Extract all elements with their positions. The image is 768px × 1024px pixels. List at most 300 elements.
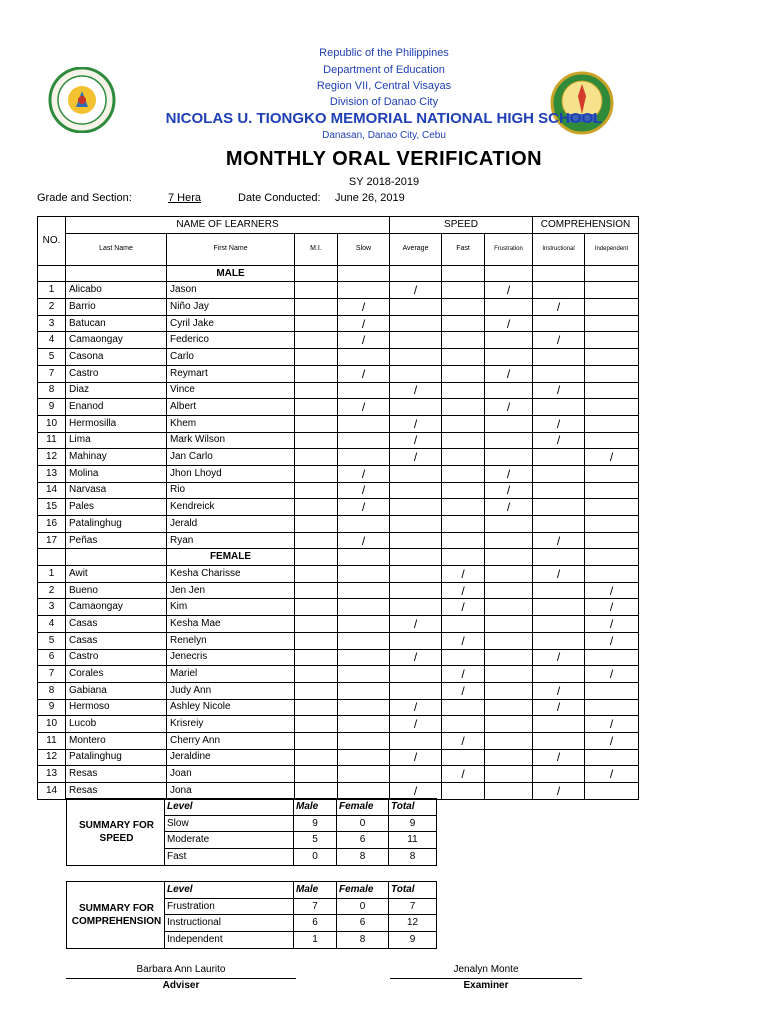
mark-slow [338, 516, 390, 533]
mark-ind: / [585, 616, 639, 633]
learner-last-name: Awit [66, 566, 167, 583]
summary-female: 0 [337, 815, 389, 832]
mark-inst: / [533, 532, 585, 549]
mark-slow [338, 349, 390, 366]
empty-cell [390, 265, 442, 282]
learner-number: 9 [38, 699, 66, 716]
mark-average [390, 566, 442, 583]
mark-inst [533, 766, 585, 783]
mark-average [390, 399, 442, 416]
learner-mi [295, 382, 338, 399]
table-row [38, 349, 639, 366]
mark-inst: / [533, 682, 585, 699]
mark-average [390, 299, 442, 316]
mark-inst [533, 315, 585, 332]
mark-ind [585, 349, 639, 366]
mark-inst: / [533, 382, 585, 399]
summary-male: 5 [294, 832, 337, 849]
mark-average [390, 599, 442, 616]
header-frustration: Frustration [485, 233, 533, 265]
mark-ind [585, 783, 639, 800]
learner-number: 10 [38, 716, 66, 733]
examiner-name: Jenalyn Monte [453, 964, 519, 975]
mark-ind [585, 649, 639, 666]
header-region: Region VII, Central Visayas [316, 80, 452, 92]
mark-ind: / [585, 766, 639, 783]
mark-fast [442, 299, 485, 316]
mark-average [390, 516, 442, 533]
male-section-label: MALE [167, 265, 295, 282]
header-instructional: Instructional [533, 233, 585, 265]
mark-ind [585, 299, 639, 316]
learner-number: 5 [38, 632, 66, 649]
mark-inst [533, 599, 585, 616]
summary-male: 0 [294, 849, 337, 866]
learner-last-name: Mahinay [66, 449, 167, 466]
empty-cell [485, 549, 533, 566]
mark-average [390, 666, 442, 683]
mark-frus: / [485, 499, 533, 516]
header-name-of-learners: NAME OF LEARNERS [66, 217, 390, 234]
summary-female: 8 [337, 849, 389, 866]
mark-frus: / [485, 465, 533, 482]
summary-comprehension-table [66, 881, 437, 949]
mark-ind [585, 532, 639, 549]
mark-fast [442, 716, 485, 733]
summary-speed-table [66, 798, 437, 866]
mark-average: / [390, 716, 442, 733]
mark-average [390, 332, 442, 349]
learner-first-name: Judy Ann [167, 682, 295, 699]
mark-fast [442, 282, 485, 299]
mark-slow [338, 766, 390, 783]
mark-fast [442, 699, 485, 716]
learners-table [37, 216, 639, 800]
school-name: NICOLAS U. TIONGKO MEMORIAL NATIONAL HIGH SCHOOL [165, 110, 603, 127]
mark-ind: / [585, 666, 639, 683]
learner-last-name: Corales [66, 666, 167, 683]
learner-number: 6 [38, 649, 66, 666]
learner-number: 4 [38, 616, 66, 633]
learner-mi [295, 399, 338, 416]
mark-slow: / [338, 465, 390, 482]
mark-average [390, 766, 442, 783]
learner-first-name: Khem [167, 415, 295, 432]
learner-last-name: Narvasa [66, 482, 167, 499]
mark-fast [442, 749, 485, 766]
learner-mi [295, 299, 338, 316]
learner-last-name: Bueno [66, 582, 167, 599]
learner-number: 13 [38, 465, 66, 482]
mark-ind: / [585, 716, 639, 733]
learner-last-name: Casas [66, 616, 167, 633]
mark-inst [533, 399, 585, 416]
learner-last-name: Resas [66, 766, 167, 783]
mark-ind [585, 332, 639, 349]
mark-inst [533, 632, 585, 649]
mark-slow [338, 716, 390, 733]
summary-total: 9 [389, 932, 437, 949]
mark-slow [338, 415, 390, 432]
learner-first-name: Kesha Mae [167, 616, 295, 633]
mark-frus [485, 783, 533, 800]
mark-frus: / [485, 482, 533, 499]
adviser-signature-line [66, 978, 296, 979]
mark-fast [442, 365, 485, 382]
mark-inst [533, 732, 585, 749]
empty-cell [66, 265, 167, 282]
learner-number: 1 [38, 566, 66, 583]
learner-mi [295, 415, 338, 432]
mark-slow: / [338, 532, 390, 549]
mark-fast [442, 382, 485, 399]
mark-slow [338, 566, 390, 583]
mark-fast: / [442, 732, 485, 749]
mark-fast [442, 399, 485, 416]
header-first-name: First Name [167, 233, 295, 265]
mark-fast [442, 332, 485, 349]
mark-average: / [390, 282, 442, 299]
mark-slow [338, 632, 390, 649]
mark-inst: / [533, 415, 585, 432]
table-row [38, 415, 639, 432]
summary-total: 12 [389, 915, 437, 932]
learner-first-name: Jan Carlo [167, 449, 295, 466]
table-row [38, 666, 639, 683]
header-fast: Fast [442, 233, 485, 265]
learner-number: 4 [38, 332, 66, 349]
mark-ind: / [585, 582, 639, 599]
learner-last-name: Batucan [66, 315, 167, 332]
mark-average [390, 682, 442, 699]
empty-cell [533, 549, 585, 566]
mark-average [390, 465, 442, 482]
mark-slow: / [338, 299, 390, 316]
empty-cell [585, 549, 639, 566]
summary-header-male: Male [294, 799, 337, 816]
summary-level: Fast [165, 849, 294, 866]
learner-mi [295, 282, 338, 299]
mark-slow [338, 382, 390, 399]
mark-fast [442, 432, 485, 449]
mark-average [390, 349, 442, 366]
mark-frus [485, 415, 533, 432]
learner-mi [295, 749, 338, 766]
table-row [38, 532, 639, 549]
mark-frus [485, 332, 533, 349]
learner-first-name: Jhon Lhoyd [167, 465, 295, 482]
mark-frus [485, 299, 533, 316]
school-year: SY 2018-2019 [348, 176, 420, 188]
mark-ind: / [585, 732, 639, 749]
mark-ind [585, 499, 639, 516]
date-conducted-value: June 26, 2019 [335, 192, 405, 204]
learner-mi [295, 716, 338, 733]
learner-number: 2 [38, 582, 66, 599]
mark-fast: / [442, 599, 485, 616]
grade-section-value: 7 Hera [168, 192, 202, 204]
adviser-role: Adviser [162, 980, 200, 991]
learner-first-name: Jeraldine [167, 749, 295, 766]
table-row [38, 699, 639, 716]
header-deped: Department of Education [323, 64, 445, 76]
learner-mi [295, 332, 338, 349]
table-row [38, 449, 639, 466]
summary-header-female: Female [337, 882, 389, 899]
mark-average: / [390, 749, 442, 766]
table-row [38, 432, 639, 449]
learner-first-name: Ashley Nicole [167, 699, 295, 716]
mark-slow: / [338, 399, 390, 416]
mark-slow: / [338, 482, 390, 499]
learner-mi [295, 616, 338, 633]
mark-fast [442, 783, 485, 800]
empty-cell [295, 265, 338, 282]
mark-fast [442, 499, 485, 516]
mark-average [390, 632, 442, 649]
learner-last-name: Patalinghug [66, 516, 167, 533]
mark-fast: / [442, 666, 485, 683]
mark-ind [585, 315, 639, 332]
summary-level: Frustration [165, 898, 294, 915]
table-row [38, 599, 639, 616]
mark-fast [442, 482, 485, 499]
learner-last-name: Castro [66, 365, 167, 382]
table-row [38, 332, 639, 349]
mark-slow [338, 666, 390, 683]
mark-slow [338, 783, 390, 800]
mark-frus [485, 349, 533, 366]
learner-mi [295, 532, 338, 549]
learner-number: 12 [38, 449, 66, 466]
learner-number: 1 [38, 282, 66, 299]
mark-inst: / [533, 783, 585, 800]
learner-last-name: Resas [66, 783, 167, 800]
learner-number: 2 [38, 299, 66, 316]
summary-female: 0 [337, 898, 389, 915]
mark-frus [485, 699, 533, 716]
learner-number: 11 [38, 432, 66, 449]
mark-fast: / [442, 566, 485, 583]
examiner-role: Examiner [463, 980, 509, 991]
learner-mi [295, 766, 338, 783]
summary-male: 7 [294, 898, 337, 915]
table-row [38, 766, 639, 783]
table-row [38, 566, 639, 583]
summary-header-row [67, 799, 437, 816]
summary-label: SUMMARY FOR COMPREHENSION [67, 882, 165, 949]
summary-female: 8 [337, 932, 389, 949]
learner-last-name: Hermoso [66, 699, 167, 716]
learner-mi [295, 449, 338, 466]
empty-cell [442, 549, 485, 566]
mark-average: / [390, 449, 442, 466]
summary-male: 1 [294, 932, 337, 949]
header-speed: SPEED [390, 217, 533, 234]
mark-inst [533, 465, 585, 482]
learner-number: 15 [38, 499, 66, 516]
learner-first-name: Kendreick [167, 499, 295, 516]
page-title: MONTHLY ORAL VERIFICATION [225, 148, 543, 170]
learner-first-name: Mark Wilson [167, 432, 295, 449]
learner-mi [295, 315, 338, 332]
learner-first-name: Jason [167, 282, 295, 299]
header-division: Division of Danao City [329, 96, 439, 108]
mark-slow [338, 699, 390, 716]
mark-average [390, 499, 442, 516]
learner-last-name: Camaongay [66, 599, 167, 616]
mark-ind: / [585, 632, 639, 649]
mark-inst: / [533, 566, 585, 583]
learner-mi [295, 699, 338, 716]
header-comprehension: COMPREHENSION [533, 217, 639, 234]
learner-mi [295, 599, 338, 616]
mark-inst [533, 616, 585, 633]
header-independent: Independent [585, 233, 639, 265]
mark-fast [442, 532, 485, 549]
mark-frus [485, 632, 533, 649]
mark-ind [585, 365, 639, 382]
mark-frus [485, 732, 533, 749]
date-conducted-label: Date Conducted: [238, 192, 321, 204]
table-row [38, 616, 639, 633]
table-row [38, 783, 639, 800]
summary-total: 7 [389, 898, 437, 915]
mark-inst [533, 716, 585, 733]
mark-fast [442, 516, 485, 533]
empty-cell [338, 549, 390, 566]
learner-number: 5 [38, 349, 66, 366]
mark-average: / [390, 616, 442, 633]
table-row [38, 649, 639, 666]
learner-first-name: Federico [167, 332, 295, 349]
summary-level: Moderate [165, 832, 294, 849]
empty-cell [585, 265, 639, 282]
table-row [38, 482, 639, 499]
learner-mi [295, 632, 338, 649]
summary-male: 6 [294, 915, 337, 932]
mark-inst [533, 499, 585, 516]
school-address: Danasan, Danao City, Cebu [322, 130, 446, 141]
learner-last-name: Enanod [66, 399, 167, 416]
learner-number: 3 [38, 315, 66, 332]
table-row [38, 716, 639, 733]
mark-frus [485, 649, 533, 666]
mark-inst: / [533, 332, 585, 349]
learner-number: 11 [38, 732, 66, 749]
grade-section-label: Grade and Section: [37, 192, 132, 204]
mark-frus [485, 616, 533, 633]
mark-average [390, 732, 442, 749]
mark-ind [585, 415, 639, 432]
learner-last-name: Lima [66, 432, 167, 449]
header-last-name: Last Name [66, 233, 167, 265]
learner-last-name: Pales [66, 499, 167, 516]
learner-mi [295, 349, 338, 366]
summary-total: 8 [389, 849, 437, 866]
mark-average: / [390, 783, 442, 800]
learner-first-name: Reymart [167, 365, 295, 382]
summary-total: 9 [389, 815, 437, 832]
learner-number: 7 [38, 365, 66, 382]
learner-number: 8 [38, 382, 66, 399]
mark-frus [485, 516, 533, 533]
mark-average: / [390, 382, 442, 399]
mark-fast [442, 349, 485, 366]
learner-last-name: Hermosilla [66, 415, 167, 432]
learner-first-name: Jerald [167, 516, 295, 533]
learner-first-name: Ryan [167, 532, 295, 549]
mark-ind [585, 682, 639, 699]
summary-level: Instructional [165, 915, 294, 932]
summary-header-female: Female [337, 799, 389, 816]
learner-first-name: Joan [167, 766, 295, 783]
mark-slow [338, 749, 390, 766]
mark-inst: / [533, 749, 585, 766]
empty-cell [390, 549, 442, 566]
learner-number: 14 [38, 783, 66, 800]
table-row [38, 516, 639, 533]
learner-last-name: Casas [66, 632, 167, 649]
learner-mi [295, 482, 338, 499]
table-row [38, 499, 639, 516]
female-section-label-row [38, 549, 639, 566]
mark-slow [338, 282, 390, 299]
mark-inst [533, 666, 585, 683]
mark-ind [585, 282, 639, 299]
mark-frus: / [485, 365, 533, 382]
mark-average [390, 532, 442, 549]
learner-last-name: Molina [66, 465, 167, 482]
mark-inst [533, 482, 585, 499]
mark-ind [585, 566, 639, 583]
learner-last-name: Peñas [66, 532, 167, 549]
learner-first-name: Kesha Charisse [167, 566, 295, 583]
mark-frus: / [485, 282, 533, 299]
summary-level: Independent [165, 932, 294, 949]
mark-inst: / [533, 699, 585, 716]
learner-first-name: Rio [167, 482, 295, 499]
learner-first-name: Kim [167, 599, 295, 616]
mark-inst: / [533, 299, 585, 316]
summary-total: 11 [389, 832, 437, 849]
mark-inst: / [533, 649, 585, 666]
examiner-signature-line [390, 978, 582, 979]
table-row [38, 582, 639, 599]
table-row [38, 682, 639, 699]
learner-first-name: Carlo [167, 349, 295, 366]
summary-male: 9 [294, 815, 337, 832]
mark-average: / [390, 649, 442, 666]
learner-mi [295, 432, 338, 449]
summary-header-level: Level [165, 882, 294, 899]
summary-header-male: Male [294, 882, 337, 899]
male-section-label-row [38, 265, 639, 282]
learner-first-name: Renelyn [167, 632, 295, 649]
header-mi: M.I. [295, 233, 338, 265]
mark-frus [485, 682, 533, 699]
mark-inst [533, 449, 585, 466]
learner-last-name: Lucob [66, 716, 167, 733]
mark-ind [585, 516, 639, 533]
mark-slow: / [338, 365, 390, 382]
mark-inst [533, 516, 585, 533]
learner-mi [295, 582, 338, 599]
header-slow: Slow [338, 233, 390, 265]
learner-mi [295, 732, 338, 749]
learner-last-name: Gabiana [66, 682, 167, 699]
learner-last-name: Barrio [66, 299, 167, 316]
